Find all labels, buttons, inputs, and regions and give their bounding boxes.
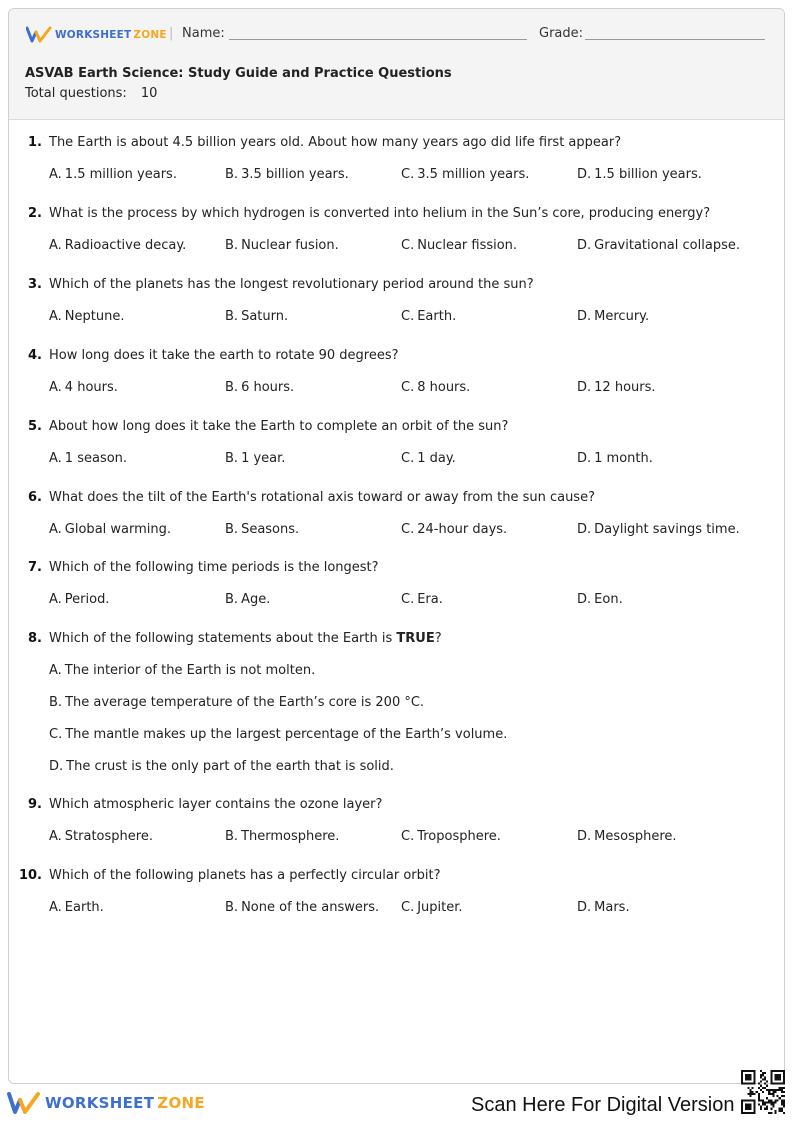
answer-letter: C. (401, 380, 415, 395)
question-number: 9. (28, 797, 42, 812)
question-text (49, 631, 442, 646)
answer-text: Daylight savings time. (594, 522, 740, 537)
answer-option[interactable] (401, 900, 463, 915)
answer-option[interactable] (49, 727, 507, 742)
name-field[interactable] (229, 39, 527, 40)
answer-text: Stratosphere. (64, 829, 153, 844)
grade-label: Grade: (539, 26, 584, 41)
question-text: Which of the planets has the longest revolutionary period around the sun? (49, 277, 534, 292)
answer-text: Troposphere. (417, 829, 501, 844)
answer-letter: C. (49, 727, 63, 742)
answer-letter: C. (401, 238, 415, 253)
answer-letter: D. (577, 380, 592, 395)
answer-option[interactable] (49, 663, 315, 678)
answer-text: Earth. (417, 309, 457, 324)
question-text: The Earth is about 4.5 billion years old. About how many years ago did life first appear? (49, 135, 622, 150)
question-text: About how long does it take the Earth to complete an orbit of the sun? (49, 419, 509, 434)
answer-option[interactable] (49, 900, 104, 915)
answer-letter: B. (49, 695, 63, 710)
answer-letter: C. (401, 451, 415, 466)
answer-text: 8 hours. (417, 380, 471, 395)
worksheetzone-logo-icon (26, 26, 52, 43)
answer-option[interactable] (401, 380, 470, 395)
answer-option[interactable] (225, 592, 270, 607)
header-separator: | (169, 26, 174, 41)
answer-letter: A. (49, 167, 62, 182)
answer-option[interactable] (225, 238, 339, 253)
total-questions-label: Total questions: (25, 86, 127, 101)
answer-letter: A. (49, 829, 62, 844)
answer-letter: A. (49, 238, 62, 253)
answer-letter: B. (225, 309, 239, 324)
answer-letter: A. (49, 522, 62, 537)
answer-text: Nuclear fission. (417, 238, 518, 253)
answer-option[interactable] (49, 167, 177, 182)
answer-option[interactable] (401, 829, 501, 844)
answer-option[interactable] (401, 522, 507, 537)
worksheet-header (9, 9, 784, 120)
answer-letter: B. (225, 380, 239, 395)
answer-text: Seasons. (241, 522, 300, 537)
answer-letter: D. (577, 309, 592, 324)
answer-option[interactable] (49, 380, 118, 395)
answer-option[interactable] (49, 829, 153, 844)
footer-brand-logo (7, 1091, 205, 1115)
answer-text: 3.5 billion years. (241, 167, 349, 182)
brand-logo (26, 26, 167, 43)
question-text: Which of the following time periods is the longest? (49, 560, 379, 575)
brand-wordmark: WORKSHEET ZONE (55, 28, 167, 41)
answer-option[interactable] (49, 522, 171, 537)
answer-text: 4 hours. (64, 380, 118, 395)
answer-text: Radioactive decay. (64, 238, 187, 253)
answer-text: 3.5 million years. (417, 167, 530, 182)
answer-option[interactable] (401, 451, 456, 466)
answer-option[interactable] (49, 695, 424, 710)
answer-letter: B. (225, 238, 239, 253)
answer-text: Saturn. (241, 309, 289, 324)
question-text-part: ? (434, 631, 442, 646)
answer-text: 1 season. (64, 451, 128, 466)
answer-text: 6 hours. (241, 380, 295, 395)
answer-letter: A. (49, 592, 62, 607)
answer-text: None of the answers. (241, 900, 380, 915)
total-questions (25, 86, 157, 101)
question-text: How long does it take the earth to rotate 90 degrees? (49, 348, 399, 363)
answer-letter: B. (225, 592, 239, 607)
answer-text: 1 day. (417, 451, 456, 466)
answer-option[interactable] (577, 167, 702, 182)
answer-option[interactable] (577, 829, 677, 844)
answer-letter: B. (225, 900, 239, 915)
question-text: Which of the following planets has a perfectly circular orbit? (49, 868, 441, 883)
answer-letter: A. (49, 309, 62, 324)
answer-option[interactable] (49, 592, 109, 607)
question-number: 8. (28, 631, 42, 646)
answer-option[interactable] (49, 759, 394, 774)
answer-letter: D. (577, 900, 592, 915)
question-number: 7. (28, 560, 42, 575)
answer-letter: B. (225, 522, 239, 537)
answer-option[interactable] (49, 238, 186, 253)
answer-letter: C. (401, 900, 415, 915)
answer-letter: B. (225, 451, 239, 466)
answer-letter: C. (401, 829, 415, 844)
question-number: 6. (28, 490, 42, 505)
answer-letter: D. (577, 451, 592, 466)
answer-letter: A. (49, 451, 62, 466)
scan-prompt: Scan Here For Digital Version (471, 1094, 735, 1116)
answer-text: 1.5 million years. (64, 167, 177, 182)
answer-letter: D. (577, 829, 592, 844)
question-text-part: Which of the following statements about the Earth is (49, 631, 397, 646)
answer-option[interactable] (401, 238, 517, 253)
answer-text: Mercury. (594, 309, 650, 324)
answer-text: Global warming. (64, 522, 172, 537)
answer-option[interactable] (225, 167, 349, 182)
answer-text: The crust is the only part of the earth that is solid. (66, 759, 394, 774)
answer-option[interactable] (577, 309, 649, 324)
question-number: 10. (18, 868, 42, 883)
answer-letter: C. (401, 522, 415, 537)
answer-option[interactable] (225, 451, 285, 466)
answer-option[interactable] (225, 829, 339, 844)
answer-text: Age. (241, 592, 271, 607)
answer-text: Gravitational collapse. (594, 238, 740, 253)
answer-letter: A. (49, 380, 62, 395)
answer-text: The interior of the Earth is not molten. (64, 663, 316, 678)
page-title: ASVAB Earth Science: Study Guide and Practice Questions (25, 66, 452, 81)
answer-option[interactable] (577, 522, 740, 537)
qr-code-icon[interactable] (741, 1070, 785, 1114)
answer-text: Eon. (594, 592, 623, 607)
answer-option[interactable] (577, 380, 656, 395)
answer-letter: D. (577, 238, 592, 253)
question-number: 3. (28, 277, 42, 292)
answer-text: Jupiter. (417, 900, 463, 915)
answer-letter: D. (577, 592, 592, 607)
answer-option[interactable] (225, 522, 299, 537)
answer-letter: D. (49, 759, 64, 774)
answer-letter: C. (401, 167, 415, 182)
answer-text: Earth. (64, 900, 104, 915)
answer-text: 24-hour days. (417, 522, 508, 537)
question-number: 4. (28, 348, 42, 363)
answer-text: Nuclear fusion. (241, 238, 339, 253)
answer-option[interactable] (401, 309, 456, 324)
answer-text: Mesosphere. (594, 829, 677, 844)
answer-option[interactable] (225, 900, 379, 915)
answer-letter: A. (49, 663, 62, 678)
answer-letter: D. (577, 167, 592, 182)
answer-option[interactable] (225, 380, 294, 395)
total-questions-value: 10 (140, 86, 158, 101)
answer-option[interactable] (225, 309, 288, 324)
question-text-emphasis: TRUE (396, 631, 435, 646)
answer-text: Era. (417, 592, 443, 607)
answer-text: The average temperature of the Earth’s core is 200 °C. (65, 695, 425, 710)
answer-text: Period. (64, 592, 110, 607)
answer-text: Thermosphere. (241, 829, 340, 844)
question-number: 1. (28, 135, 42, 150)
answer-option[interactable] (401, 167, 529, 182)
footer-wordmark: WORKSHEET ZONE (45, 1094, 205, 1112)
question-number: 2. (28, 206, 42, 221)
answer-option[interactable] (577, 451, 653, 466)
answer-letter: B. (225, 167, 239, 182)
answer-letter: A. (49, 900, 62, 915)
answer-text: 1 year. (241, 451, 286, 466)
answer-option[interactable] (577, 592, 623, 607)
grade-field[interactable] (585, 39, 765, 40)
question-text: What does the tilt of the Earth's rotational axis toward or away from the sun cause? (49, 490, 595, 505)
name-label: Name: (182, 26, 225, 41)
answer-letter: C. (401, 309, 415, 324)
answer-text: 1.5 billion years. (594, 167, 702, 182)
answer-text: Neptune. (64, 309, 125, 324)
answer-option[interactable] (401, 592, 443, 607)
answer-option[interactable] (577, 238, 740, 253)
answer-option[interactable] (577, 900, 630, 915)
answer-letter: B. (225, 829, 239, 844)
worksheetzone-logo-icon (7, 1091, 41, 1115)
answer-letter: C. (401, 592, 415, 607)
question-text: Which atmospheric layer contains the ozone layer? (49, 797, 383, 812)
answer-option[interactable] (49, 309, 124, 324)
worksheet-sheet (8, 8, 785, 1084)
answer-text: 12 hours. (594, 380, 656, 395)
answer-text: The mantle makes up the largest percentage of the Earth’s volume. (65, 727, 508, 742)
answer-letter: D. (577, 522, 592, 537)
answer-text: 1 month. (594, 451, 653, 466)
answer-text: Mars. (594, 900, 630, 915)
question-text: What is the process by which hydrogen is converted into helium in the Sun’s core, producing energy? (49, 206, 711, 221)
answer-option[interactable] (49, 451, 127, 466)
question-number: 5. (28, 419, 42, 434)
